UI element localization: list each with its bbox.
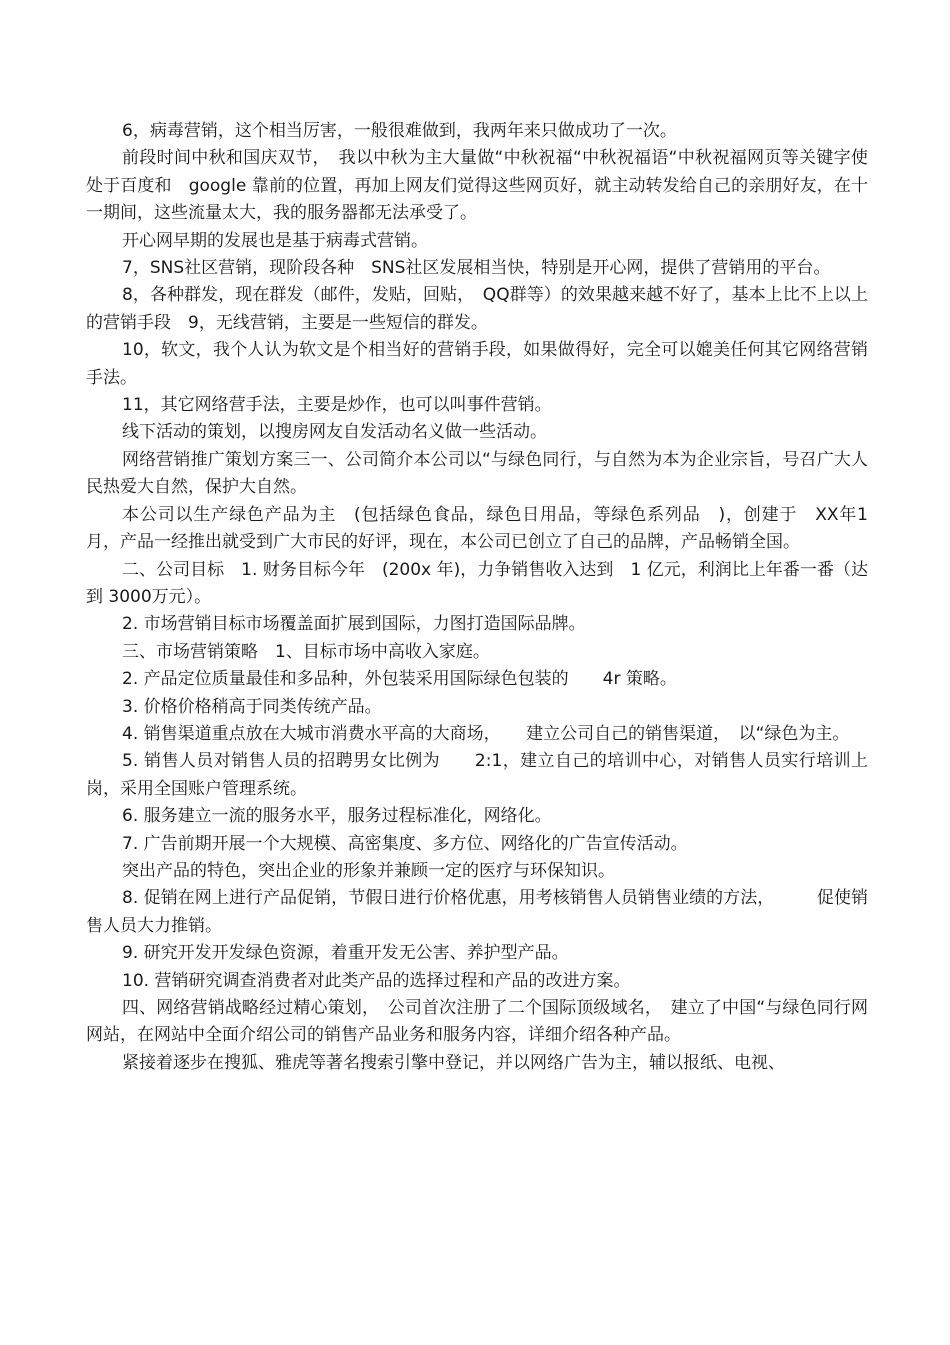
paragraph: 8. 促销在网上进行产品促销，节假日进行价格优惠，用考核销售人员销售业绩的方法， 促使销售人员大力推销。 [86,888,868,936]
paragraph: 7，SNS社区营销，现阶段各种 SNS社区发展相当快，特别是开心网，提供了营销用的平台。 [122,258,831,279]
paragraph: 7. 广告前期开展一个大规模、高密集度、多方位、网络化的广告宣传活动。 [122,833,688,854]
document-body [86,118,868,1077]
paragraph: 2. 市场营销目标市场覆盖面扩展到国际，力图打造国际品牌。 [122,614,586,635]
paragraph: 8，各种群发，现在群发（邮件，发贴，回贴， QQ群等）的效果越来越不好了，基本上比不上以上的营销手段 9，无线营销，主要是一些短信的群发。 [86,285,868,333]
paragraph: 4. 销售渠道重点放在大城市消费水平高的大商场， 建立公司自己的销售渠道， 以“绿色为主。 [122,723,850,744]
paragraph: 线下活动的策划，以搜房网友自发活动名义做一些活动。 [122,422,547,443]
paragraph: 突出产品的特色，突出企业的形象并兼顾一定的医疗与环保知识。 [122,860,615,881]
paragraph: 前段时间中秋和国庆双节， 我以中秋为主大量做“中秋祝福“中秋祝福语“中秋祝福网页等关键字使处于百度和 google 靠前的位置，再加上网友们觉得这些网页好，就主动转发给自己的亲朋好友，在十一期间，这些流量太大，我的服务器都无法承受了。 [86,148,868,224]
paragraph: 3. 价格价格稍高于同类传统产品。 [122,696,382,717]
paragraph: 网络营销推广策划方案三一、公司简介本公司以“与绿色同行，与自然为本为企业宗旨，号召广大人民热爱大自然，保护大自然。 [86,449,868,498]
paragraph: 四、网络营销战略经过精心策划， 公司首次注册了二个国际顶级域名， 建立了中国“与绿色同行网网站，在网站中全面介绍公司的销售产品业务和服务内容，详细介绍各种产品。 [86,998,868,1046]
paragraph: 6. 服务建立一流的服务水平，服务过程标准化，网络化。 [122,806,552,827]
paragraph: 本公司以生产绿色产品为主 (包括绿色食品，绿色日用品，等绿色系列品 )，创建于 XX年1 月，产品一经推出就受到广大市民的好评，现在，本公司已创立了自己的品牌，产品畅销全国。 [86,504,868,553]
paragraph: 三、市场营销策略 1、目标市场中高收入家庭。 [122,641,490,662]
paragraph: 10，软文，我个人认为软文是个相当好的营销手段，如果做得好，完全可以媲美任何其它网络营销手法。 [86,340,868,388]
paragraph: 二、公司目标 1. 财务目标今年 (200x 年)，力争销售收入达到 1 亿元，利润比上年番一番（达到 3000万元）。 [86,559,868,607]
paragraph: 紧接着逐步在搜狐、雅虎等著名搜索引擎中登记，并以网络广告为主，辅以报纸、电视、 [122,1052,785,1073]
paragraph: 开心网早期的发展也是基于病毒式营销。 [122,230,428,251]
paragraph: 2. 产品定位质量最佳和多品种，外包装采用国际绿色包装的 4r 策略。 [122,669,677,690]
paragraph: 10. 营销研究调查消费者对此类产品的选择过程和产品的改进方案。 [122,970,631,991]
paragraph: 9. 研究开发开发绿色资源，着重开发无公害、养护型产品。 [122,943,569,964]
paragraph: 6，病毒营销，这个相当厉害，一般很难做到，我两年来只做成功了一次。 [122,121,677,141]
paragraph: 5. 销售人员对销售人员的招聘男女比例为 2:1，建立自己的培训中心，对销售人员实行培训上岗，采用全国账户管理系统。 [86,751,868,799]
paragraph: 11，其它网络营手法，主要是炒作，也可以叫事件营销。 [122,395,552,416]
